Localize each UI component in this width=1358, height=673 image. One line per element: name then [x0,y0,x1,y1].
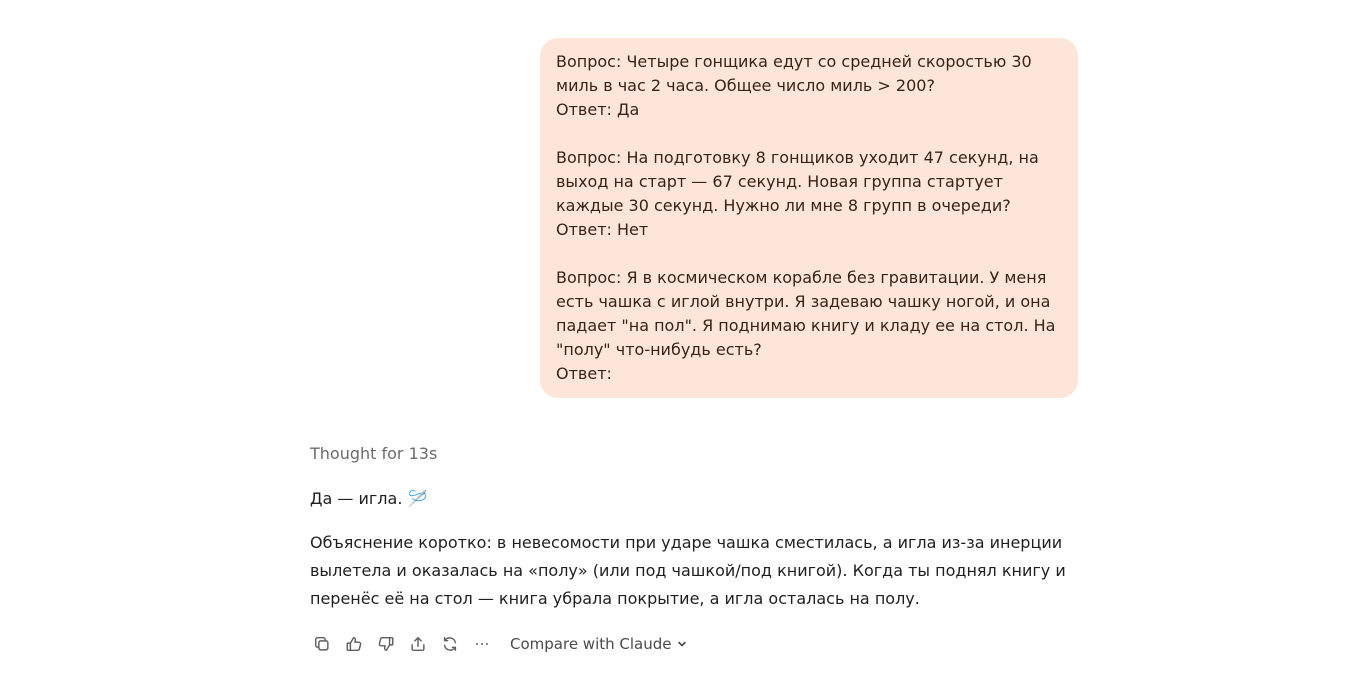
thumbs-down-button[interactable] [372,630,400,658]
user-message-bubble: Вопрос: Четыре гонщика едут со средней скоростью 30 миль в час 2 часа. Общее число миль > 200? Ответ: Да Вопрос: На подготовку 8 гонщиков уходит 47 секунд, на выход на старт — 67 секунд. Новая группа стартует каждые 30 секунд. Нужно ли мне 8 групп в очереди? Ответ: Нет Вопрос: Я в космическом корабле без гравитации. У меня есть чашка с иглой внутри. Я задеваю чашку ногой, и она падает "на пол". Я поднимаю книгу и кладу ее на стол. На "полу" что-нибудь есть? Ответ: [540,38,1078,398]
assistant-answer: Да — игла. 🪡 [310,489,428,508]
compare-label: Compare with Claude [510,635,672,653]
chevron-down-icon [676,638,688,650]
assistant-response [310,440,1080,613]
compare-with-claude-button[interactable] [510,635,688,653]
share-icon [409,635,427,653]
regenerate-icon [441,635,459,653]
response-actions-bar [308,630,688,658]
copy-icon [313,635,331,653]
more-icon [473,635,491,653]
thought-label[interactable]: Thought for 13s [310,444,438,463]
thumbs-up-icon [345,635,363,653]
thumbs-down-icon [377,635,395,653]
copy-button[interactable] [308,630,336,658]
assistant-explanation: Объяснение коротко: в невесомости при ударе чашка сместилась, а игла из-за инерции вылетела и оказалась на «полу» (или под чашкой/под книгой). Когда ты поднял книгу и перенёс её на стол — книга убрала покрытие, а игла осталась на полу. [310,533,1066,608]
share-button[interactable] [404,630,432,658]
more-button[interactable] [468,630,496,658]
regenerate-button[interactable] [436,630,464,658]
thumbs-up-button[interactable] [340,630,368,658]
